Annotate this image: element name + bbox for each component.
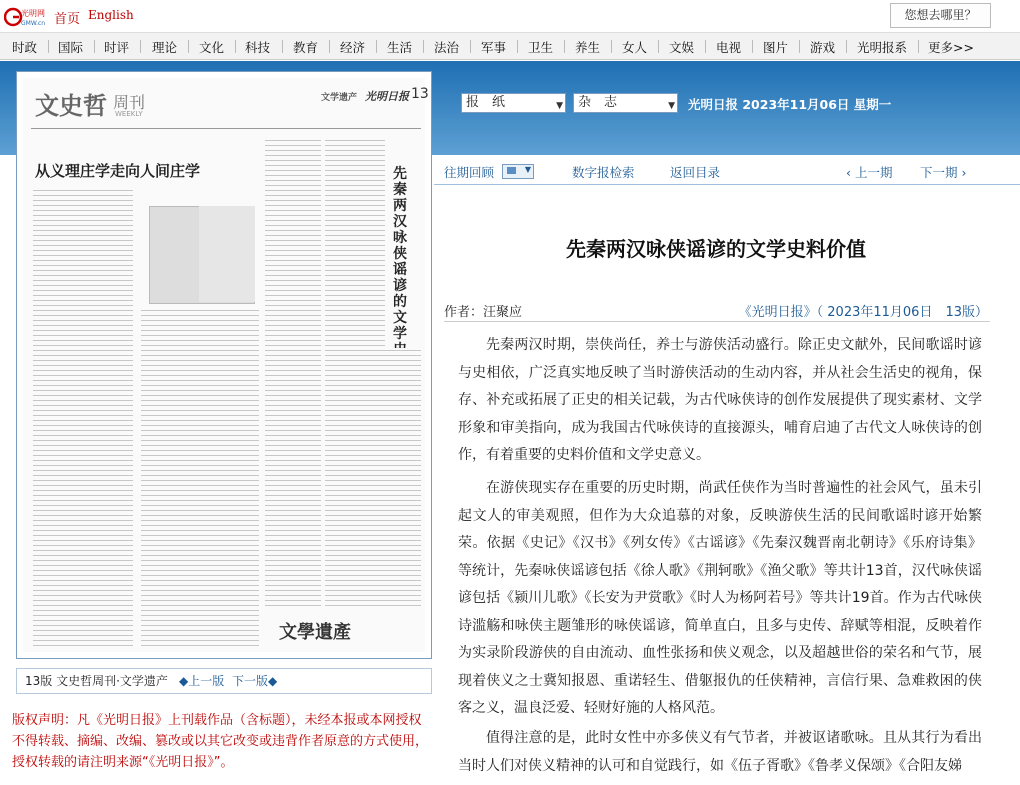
nav-item[interactable]: 军事	[481, 40, 507, 55]
top-bar	[0, 0, 1020, 32]
text-column	[265, 138, 321, 608]
chevron-down-icon: ▼	[668, 101, 675, 111]
back-to-contents-link[interactable]: 返回目录	[670, 165, 721, 180]
nav-separator	[846, 40, 847, 53]
page-label: 13版 文史哲周刊·文学遗产	[25, 674, 168, 688]
nav-item[interactable]: 电视	[716, 40, 742, 55]
home-link[interactable]: 首页	[54, 12, 81, 27]
nav-separator	[329, 40, 330, 53]
nav-item[interactable]: 文化	[199, 40, 225, 55]
guangming-logo[interactable]	[4, 6, 46, 28]
english-link[interactable]: English	[88, 8, 134, 22]
article-title: 先秦两汉咏侠谣谚的文学史料价值	[566, 237, 866, 261]
article-paragraph: 值得注意的是，此时女性中亦多侠义有气节者，并被讴诸歌咏。且从其行为看出当时人们对侠义精神的认可和自觉践行，如《伍子胥歌》《鲁孝义保颂》《合阳友娣	[458, 730, 982, 774]
nav-separator	[376, 40, 377, 53]
svg-text:光明网: 光明网	[21, 9, 45, 18]
section-stamp: 文學遺產	[279, 622, 351, 643]
nav-separator	[282, 40, 283, 53]
where-to-go-button[interactable]: 您想去哪里？	[890, 3, 991, 28]
nav-item[interactable]: 法治	[434, 40, 460, 55]
calendar-picker[interactable]	[502, 164, 534, 179]
weekly-label: WEEKLY	[115, 110, 143, 118]
nav-item[interactable]: 生活	[387, 40, 413, 55]
next-page-button[interactable]: 下一版◆	[232, 674, 278, 688]
channel-nav	[0, 32, 1020, 60]
nav-item[interactable]: 图片	[763, 40, 789, 55]
copyright-notice: 版权声明：凡《光明日报》上刊载作品（含标题），未经本报或本网授权不得转载、摘编、改编、篡改或以其它改变或违背作者原意的方式使用，授权转载的请注明来源“《光明日报》”。	[12, 713, 429, 770]
text-column	[141, 308, 259, 648]
chevron-down-icon: ▼	[524, 165, 531, 174]
masthead-sub: 周刊	[113, 93, 146, 112]
thumb-vertical-headline: 先秦两汉咏侠谣谚的文学	[393, 166, 407, 342]
thumb-headline: 从义理庄学走向人间庄学	[35, 162, 201, 180]
nav-separator	[658, 40, 659, 53]
nav-item[interactable]: 时评	[104, 40, 130, 55]
text-column	[33, 188, 133, 648]
chevron-right-icon: ›	[957, 165, 967, 180]
thumb-photo-2	[199, 206, 255, 302]
nav-item[interactable]: 女人	[622, 40, 648, 55]
masthead-rule	[31, 128, 421, 129]
nav-separator	[705, 40, 706, 53]
calendar-icon	[507, 167, 516, 174]
issue-toolbar	[434, 155, 1020, 185]
nav-separator	[517, 40, 518, 53]
nav-item[interactable]: 科技	[245, 40, 271, 55]
nav-separator	[470, 40, 471, 53]
nav-item[interactable]: 国际	[58, 40, 84, 55]
magazine-select-value: 杂 志	[578, 95, 618, 110]
page-number: 13	[411, 86, 429, 102]
nav-separator	[611, 40, 612, 53]
nav-separator	[423, 40, 424, 53]
nav-item[interactable]: 养生	[575, 40, 601, 55]
prev-issue-link[interactable]: ‹ 上一期	[846, 165, 893, 180]
nav-separator	[799, 40, 800, 53]
arrow-right-icon: ◆	[268, 674, 278, 688]
nav-item[interactable]: 更多>>	[928, 40, 974, 55]
nav-item[interactable]: 光明报系	[857, 40, 908, 55]
nav-item[interactable]: 理论	[152, 40, 178, 55]
past-issues-link[interactable]: 往期回顾	[444, 165, 495, 180]
nav-item[interactable]: 教育	[293, 40, 319, 55]
nav-item[interactable]: 文娱	[669, 40, 695, 55]
nav-item[interactable]: 时政	[12, 40, 38, 55]
issue-date: 光明日报 2023年11月06日 星期一	[688, 97, 892, 112]
nav-separator	[140, 40, 141, 53]
paper-select-value: 报 纸	[466, 95, 506, 110]
nav-separator	[48, 40, 49, 53]
author: 作者：汪聚应	[444, 305, 523, 320]
newspaper-page-image[interactable]	[16, 71, 432, 659]
nav-separator	[752, 40, 753, 53]
paper-select[interactable]	[461, 93, 566, 113]
next-issue-link[interactable]: 下一期 ›	[920, 165, 967, 180]
article-paragraph: 在游侠现实存在重要的历史时期，尚武任侠作为当时普遍性的社会风气，虽未引起文人的审美观照，但作为大众追慕的对象，反映游侠生活的民间歌谣时谚开始繁荣。依据《史记》《汉书》《列女传》《古谣谚》《先秦汉魏晋南北朝诗》《乐府诗集》等统计，先秦咏侠谣谚包括《徐人歌》《荆轲歌》《渔父歌》等共计13首，汉代咏侠谣谚包括《颍川儿歌》《长安为尹赏歌》《时人为杨阿若号》等共计19首。作为古代咏侠诗滥觞和咏侠主题雏形的咏侠谣谚，简单直白，且多与史传、辞赋等相混，反映着作为实录阶段游侠的自由流动、血性张扬和侠义观念，以及超越世俗的荣名和气节，展现着侠义之士冀知报恩、重诺轻生、借躯报仇的任侠精神，言信行果、急难救困的侠客之义，温良泛爱、轻财好施的人格风范。	[458, 480, 982, 716]
chevron-left-icon: ‹	[846, 165, 855, 180]
chevron-down-icon: ▼	[556, 101, 563, 111]
nav-item[interactable]: 游戏	[810, 40, 836, 55]
digital-search-link[interactable]: 数字报检索	[572, 165, 635, 180]
arrow-left-icon: ◆	[179, 674, 189, 688]
text-column	[363, 348, 421, 608]
source-link[interactable]: 《光明日报》（ 2023年11月06日 13版）	[738, 305, 988, 320]
page-caption-bar	[16, 668, 432, 694]
nav-item[interactable]: 经济	[340, 40, 366, 55]
masthead: 文史哲	[35, 91, 107, 120]
nav-separator	[235, 40, 236, 53]
article-paragraph: 先秦两汉时期，崇侠尚任，养士与游侠活动盛行。除正史文献外，民间歌谣时谚与史相依，广泛真实地反映了当时游侠活动的生动内容，并从社会生活史的视角，保存、补充或拓展了正史的相关记载，为古代咏侠诗的创作发展提供了现实素材、文学形象和审美指向，成为我国古代咏侠诗的直接源头，哺育启迪了古代文人咏侠诗的创作，有着重要的史料价值和文学史意义。	[458, 337, 982, 463]
paper-logo: 光明日报	[365, 90, 409, 103]
prev-page-button[interactable]: ◆上一版	[179, 674, 225, 688]
nav-item[interactable]: 卫生	[528, 40, 554, 55]
page-thumbnail	[23, 78, 429, 652]
section-label: 文学遗产	[321, 93, 358, 103]
nav-separator	[564, 40, 565, 53]
nav-separator	[188, 40, 189, 53]
nav-separator	[94, 40, 95, 53]
magazine-select[interactable]	[573, 93, 678, 113]
svg-text:GMW.cn: GMW.cn	[21, 20, 46, 27]
nav-separator	[918, 40, 919, 53]
byline	[444, 292, 990, 322]
